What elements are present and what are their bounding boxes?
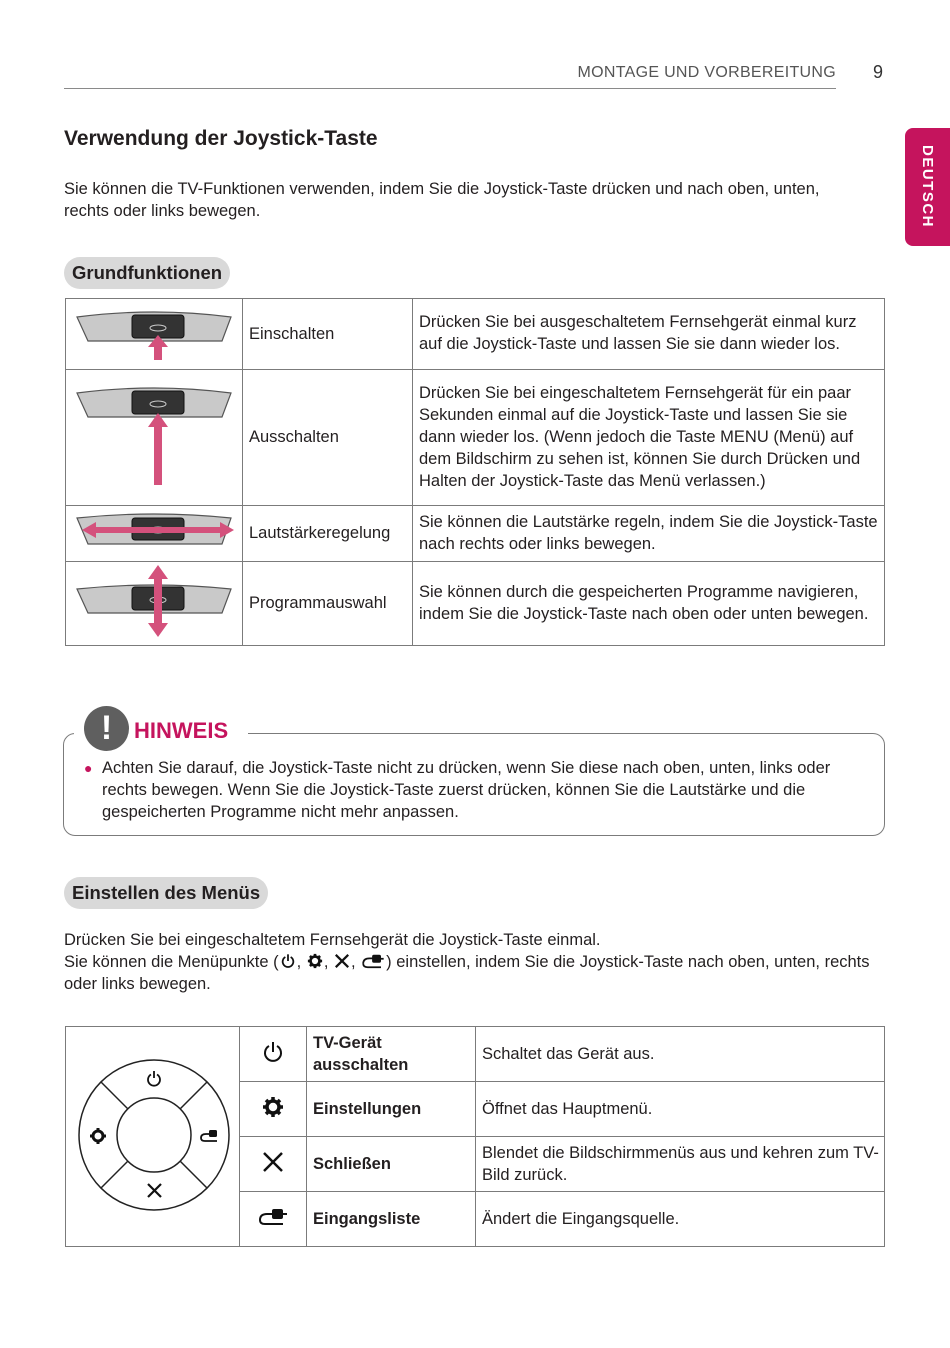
bullet-icon: ● bbox=[84, 760, 93, 776]
joystick-menu-diagram bbox=[66, 1027, 240, 1247]
table-row bbox=[66, 1027, 885, 1082]
power-icon bbox=[240, 1027, 307, 1082]
menu-item-label: TV-Gerät ausschalten bbox=[307, 1027, 476, 1082]
exclamation-icon: ! bbox=[84, 706, 129, 751]
menu-intro bbox=[64, 929, 894, 995]
gear-icon bbox=[240, 1082, 307, 1137]
function-desc: Drücken Sie bei ausgeschaltetem Fernsehgerät einmal kurz auf die Joystick-Taste und lassen Sie sie dann wieder los. bbox=[413, 299, 885, 370]
function-desc: Sie können die Lautstärke regeln, indem Sie die Joystick-Taste nach rechts oder links bewegen. bbox=[413, 506, 885, 562]
section-heading-menu: Einstellen des Menüs bbox=[64, 877, 268, 909]
menu-intro-line2: Sie können die Menüpunkte ( , , , ) einstellen, indem Sie die Joystick-Taste nach oben, unten, rechts oder links bewegen. bbox=[64, 953, 870, 993]
language-tab-label: DEUTSCH bbox=[919, 145, 936, 229]
page-number: 9 bbox=[873, 62, 884, 82]
menu-item-desc: Ändert die Eingangsquelle. bbox=[476, 1192, 885, 1247]
menu-item-desc: Blendet die Bildschirmmenüs aus und kehren zum TV-Bild zurück. bbox=[476, 1137, 885, 1192]
note-title: HINWEIS bbox=[134, 718, 229, 743]
function-desc: Drücken Sie bei eingeschaltetem Fernsehgerät für ein paar Sekunden einmal auf die Joystick-Taste und lassen Sie sie dann wieder los. (Wenn jedoch die Taste MENU (Menü) auf dem Bildschirm zu sehen ist, können Sie durch Drücken und Halten der Joystick-Taste das Menü verlassen.) bbox=[413, 370, 885, 506]
menu-item-label: Einstellungen bbox=[307, 1082, 476, 1137]
menu-item-label: Eingangsliste bbox=[307, 1192, 476, 1247]
input-icon bbox=[360, 953, 386, 969]
gear-icon bbox=[306, 953, 324, 969]
function-name: Einschalten bbox=[243, 299, 413, 370]
menu-item-label: Schließen bbox=[307, 1137, 476, 1192]
joystick-up-down-image bbox=[66, 562, 243, 646]
page-title: Verwendung der Joystick-Taste bbox=[64, 127, 378, 150]
power-icon bbox=[279, 953, 297, 969]
menu-item-desc: Schaltet das Gerät aus. bbox=[476, 1027, 885, 1082]
table-row bbox=[66, 370, 885, 506]
menu-item-desc: Öffnet das Hauptmenü. bbox=[476, 1082, 885, 1137]
basic-functions-table bbox=[65, 298, 885, 646]
function-name: Programmauswahl bbox=[243, 562, 413, 646]
table-row bbox=[66, 562, 885, 646]
menu-items-table bbox=[65, 1026, 885, 1247]
note-text: Achten Sie darauf, die Joystick-Taste nicht zu drücken, wenn Sie diese nach oben, unten, links oder rechts bewegen. Wenn Sie die Joystick-Taste zuerst drücken, können Sie die Lautstärke und die gespeicherten Programme nicht mehr anpassen. bbox=[102, 759, 831, 821]
joystick-left-right-image bbox=[66, 506, 243, 562]
joystick-press-short-image bbox=[66, 299, 243, 370]
close-icon bbox=[333, 953, 351, 969]
function-name: Ausschalten bbox=[243, 370, 413, 506]
language-tab bbox=[905, 128, 950, 246]
running-header: MONTAGE UND VORBEREITUNG bbox=[577, 64, 836, 81]
function-name: Lautstärkeregelung bbox=[243, 506, 413, 562]
menu-intro-line1: Drücken Sie bei eingeschaltetem Fernsehgerät die Joystick-Taste einmal. bbox=[64, 931, 601, 949]
close-icon bbox=[240, 1137, 307, 1192]
function-desc: Sie können durch die gespeicherten Programme navigieren, indem Sie die Joystick-Taste nach oben oder unten bewegen. bbox=[413, 562, 885, 646]
section-heading-basic: Grundfunktionen bbox=[64, 257, 230, 289]
table-row bbox=[66, 299, 885, 370]
header-rule bbox=[64, 88, 836, 89]
joystick-press-long-image bbox=[66, 370, 243, 506]
input-icon bbox=[240, 1192, 307, 1247]
table-row bbox=[66, 506, 885, 562]
intro-paragraph: Sie können die TV-Funktionen verwenden, indem Sie die Joystick-Taste drücken und nach oben, unten, rechts oder links bewegen. bbox=[64, 180, 820, 220]
